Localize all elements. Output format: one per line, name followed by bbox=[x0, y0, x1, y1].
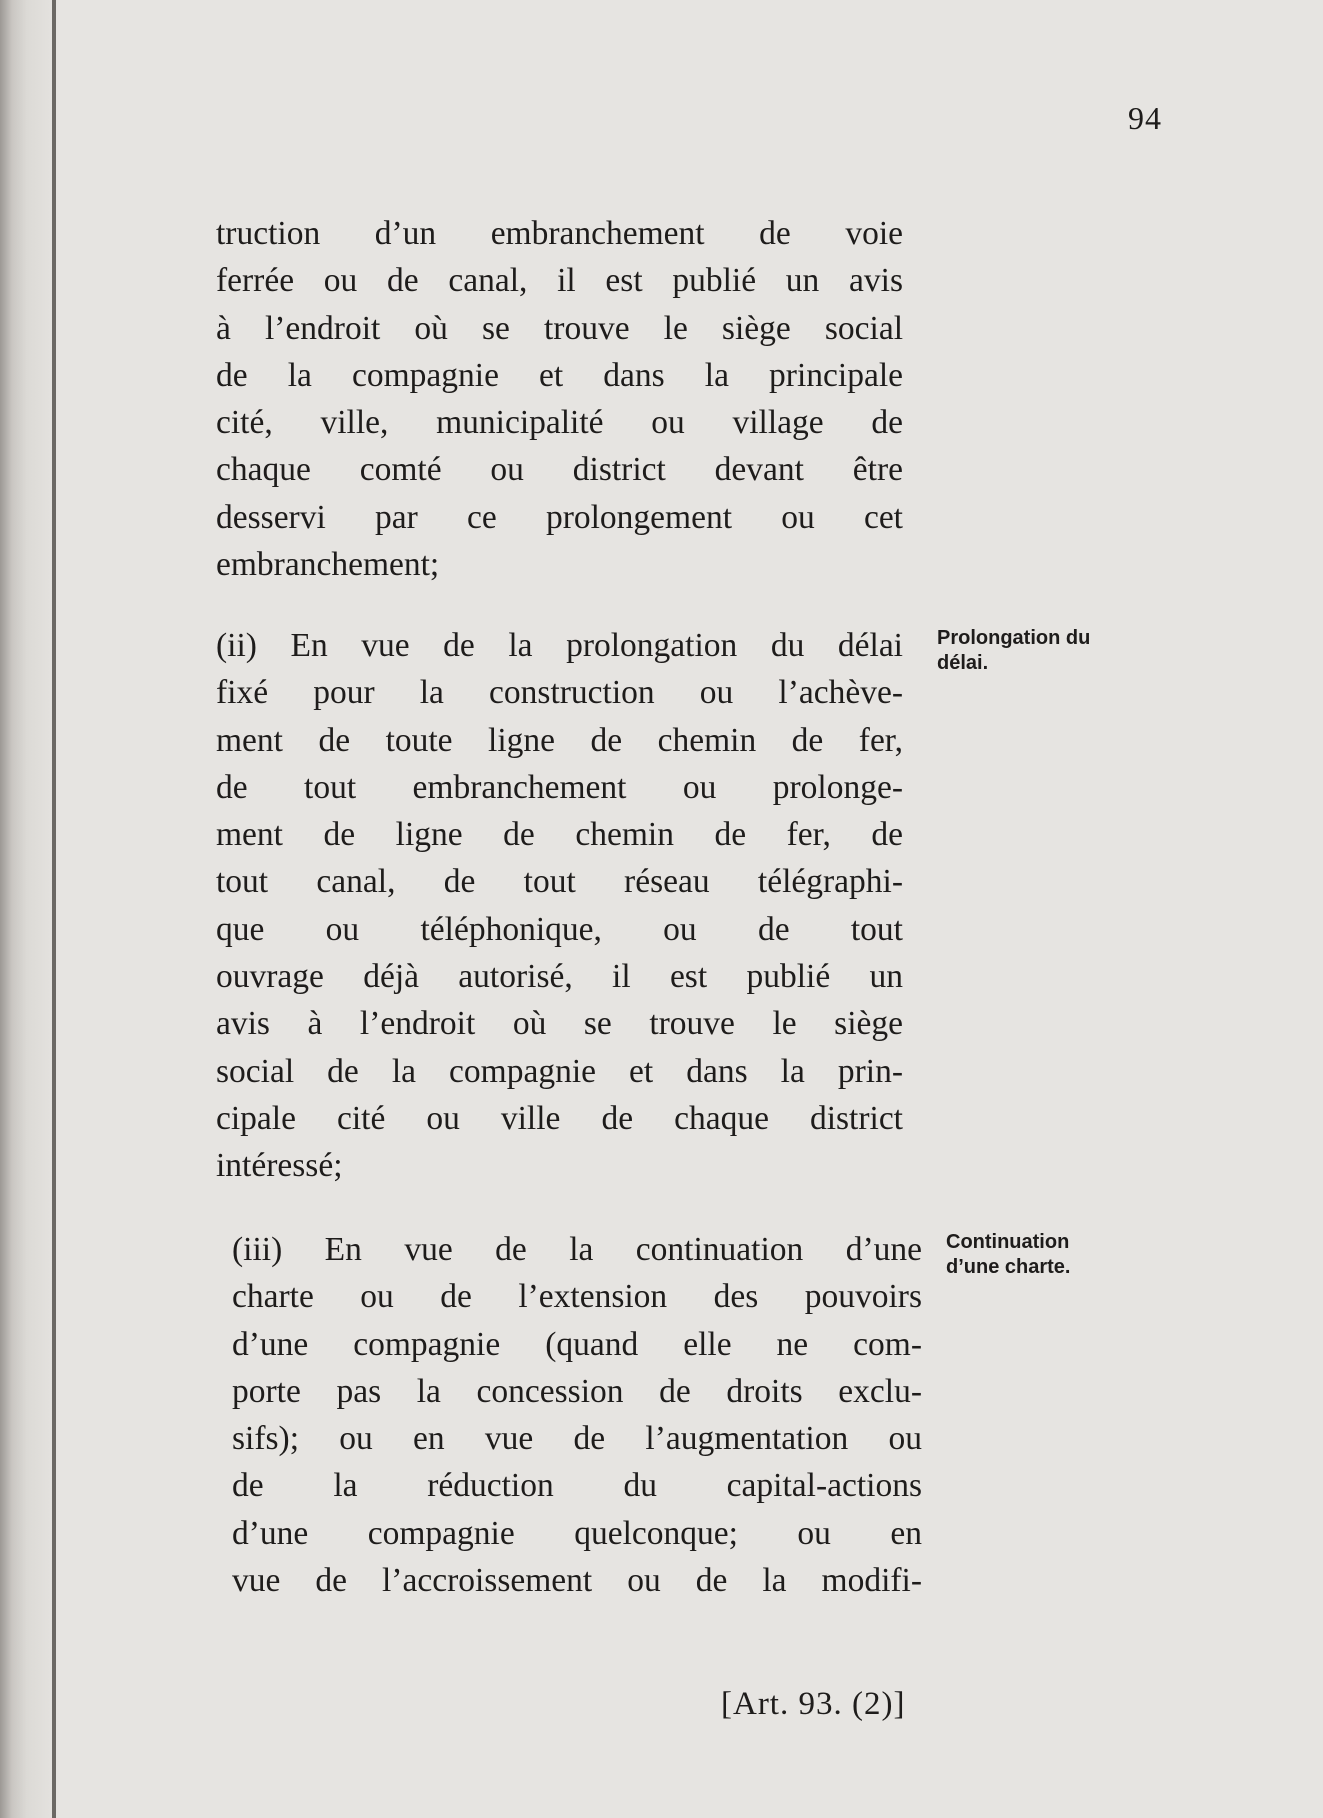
text-line: cipale cité ou ville de chaque district bbox=[216, 1099, 903, 1137]
text-line: fixé pour la construction ou l’achève- bbox=[216, 674, 903, 712]
text-line: desservi par ce prolongement ou cet bbox=[216, 498, 903, 536]
text-line: social de la compagnie et dans la prin- bbox=[216, 1052, 903, 1090]
binding-edge-line bbox=[52, 0, 56, 1818]
text-line: ouvrage déjà autorisé, il est publié un bbox=[216, 958, 903, 996]
margin-note-prolongation bbox=[937, 626, 1090, 676]
text-line: de la compagnie et dans la principale bbox=[216, 356, 903, 394]
text-line: charte ou de l’extension des pouvoirs bbox=[232, 1278, 922, 1316]
text-line: cité, ville, municipalité ou village de bbox=[216, 404, 903, 442]
paragraph-iii bbox=[232, 1226, 922, 1604]
text-line: à l’endroit où se trouve le siège social bbox=[216, 309, 903, 347]
margin-note-line: Continuation bbox=[946, 1231, 1070, 1253]
text-line: que ou téléphonique, ou de tout bbox=[216, 910, 903, 948]
margin-note-line: délai. bbox=[937, 652, 989, 674]
margin-note-line: Prolongation du bbox=[937, 627, 1091, 649]
page-number: 94 bbox=[1128, 100, 1162, 136]
margin-note-line: d’une charte. bbox=[946, 1256, 1071, 1278]
text-line: porte pas la concession de droits exclu- bbox=[232, 1372, 922, 1410]
text-line: d’une compagnie (quand elle ne com- bbox=[232, 1325, 922, 1363]
margin-note-continuation bbox=[946, 1230, 1070, 1280]
text-line: sifs); ou en vue de l’augmentation ou bbox=[232, 1420, 922, 1458]
paragraph-ii bbox=[216, 622, 903, 1190]
book-binding-shadow bbox=[0, 0, 60, 1818]
text-line: (iii) En vue de la continuation d’une bbox=[232, 1231, 922, 1268]
text-line: de tout embranchement ou prolonge- bbox=[216, 768, 903, 806]
text-line: (ii) En vue de la prolongation du délai bbox=[216, 627, 903, 664]
text-line: tout canal, de tout réseau télégraphi- bbox=[216, 863, 903, 901]
text-line: ment de ligne de chemin de fer, de bbox=[216, 816, 903, 854]
text-line: embranchement; bbox=[216, 546, 440, 584]
text-line: truction d’un embranchement de voie bbox=[216, 215, 903, 252]
text-line: ferrée ou de canal, il est publié un avis bbox=[216, 262, 903, 300]
text-line: d’une compagnie quelconque; ou en bbox=[232, 1514, 922, 1552]
text-line: ment de toute ligne de chemin de fer, bbox=[216, 721, 903, 759]
text-line: chaque comté ou district devant être bbox=[216, 451, 903, 489]
text-line: vue de l’accroissement ou de la modifi- bbox=[232, 1562, 922, 1600]
text-line: de la réduction du capital-actions bbox=[232, 1467, 922, 1505]
article-reference: [Art. 93. (2)] bbox=[721, 1686, 906, 1722]
text-line: avis à l’endroit où se trouve le siège bbox=[216, 1005, 903, 1043]
paragraph-continuation bbox=[216, 210, 903, 588]
text-line: intéressé; bbox=[216, 1147, 343, 1185]
